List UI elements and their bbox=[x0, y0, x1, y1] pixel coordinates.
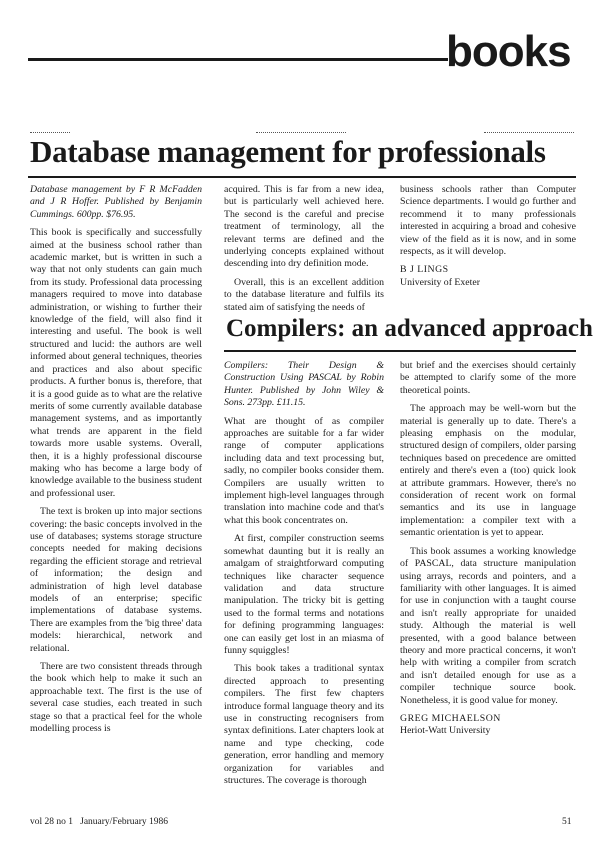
review1-affiliation: University of Exeter bbox=[400, 276, 480, 288]
review2-affiliation: Heriot-Watt University bbox=[400, 725, 491, 737]
article-title: Database management for professionals bbox=[30, 134, 546, 169]
review1-paragraph-3: There are two consistent threads through the book which help to make it such an approachable text. The first is the use of several case studies, each treated in such stage so that a practical feel for the whole modelling process is bbox=[30, 661, 202, 735]
header-rule bbox=[28, 58, 448, 61]
title-rule bbox=[28, 176, 576, 178]
review1-paragraph-4: acquired. This is far from a new idea, but is particularly well achieved here. The second is the careful and precise treatment of terminology, all the relevant terms are defined and the underlying concepts explained without descending into dry definition mode. bbox=[224, 184, 384, 270]
page-number: 51 bbox=[562, 817, 572, 827]
issue-info: vol 28 no 1 January/February 1986 bbox=[30, 817, 168, 827]
review2-paragraph-2: At first, compiler construction seems somewhat daunting but it is really an amalgam of straightforward computing techniques like character sequence validation and data structure manipulation. The tricky bit is getting used to the formal terms and notations for defining programming languages: one can easily get lost in an miasma of funny squiggles! bbox=[224, 533, 384, 656]
review1-reviewer: B J LINGS bbox=[400, 264, 449, 276]
review2-paragraph-4: but brief and the exercises should certainly be attempted to clarify some of the more theoretical points. bbox=[400, 360, 576, 396]
review1-paragraph-6: business schools rather than Computer Science departments. I would go further and recommend it to many professionals interested in acquiring a broad and cohesive view of the field as it is now, and in some respects, as it will develop. bbox=[400, 184, 576, 258]
review2-paragraph-3: This book takes a traditional syntax directed approach to presenting compilers. The first few chapters introduce formal language theory and its use in constructing recognisers from syntax definitions. Later chapters look at name and type checking, code generation, error handling and memory organization for variables and structures. The coverage is thorough bbox=[224, 663, 384, 786]
review2-paragraph-1: What are thought of as compiler approaches are suitable for a far wider range of computer applications including data and text processing but, sadly, no compiler books consider them. Compilers are usually written to implement high-level languages through translation into machine code and that's what this book concentrates on. bbox=[224, 415, 384, 526]
dotted-rule-right bbox=[484, 132, 574, 133]
review2-reviewer: GREG MICHAELSON bbox=[400, 712, 501, 724]
column-1 bbox=[30, 184, 202, 741]
article-title-2: Compilers: an advanced approach bbox=[226, 315, 593, 342]
review1-paragraph-2: The text is broken up into major sections covering: the basic concepts involved in the use of databases; systems storage structure concepts needed for making decisions regarding the efficient storage and retrieval of information; the design and administration of high level database models of an enterprise; specific implementations of database systems. There are examples from the 'big three' data models: hierarchical, network and relational. bbox=[30, 506, 202, 654]
review1-citation: Database management by F R McFadden and J R Hoffer. Published by Benjamin Cummings. 600pp. $76.95. bbox=[30, 184, 202, 220]
dotted-rule-left bbox=[30, 132, 70, 133]
review2-paragraph-5: The approach may be well-worn but the material is generally up to date. There's a pleasing emphasis on the modular, structured design of compilers, older parsing techniques based on precedence are omitted entirely and there's even a (too) quick look at attribute grammars. However, there's no consideration of recent work on formal semantics and its use in language implementation: a compiler text with a semantic orientation is yet to appear. bbox=[400, 403, 576, 539]
column-3-top bbox=[400, 184, 576, 289]
review1-paragraph-5: Overall, this is an excellent addition to the database literature and fulfils its stated aim of satisfying the needs of bbox=[224, 276, 384, 313]
dotted-rule-center bbox=[256, 132, 346, 133]
review1-paragraph-1: This book is specifically and successfully aimed at the business school rather than academic market, but is written in such a way that not only students can gain much from its study. Professional data processing managers required to move into database administration, or wishing to further their knowledge of the field, will also find it interesting and useful. The book is well structured and lucid: the authors are well informed about general techniques, theories and practices and also about specific products. A further bonus is, therefore, that it is a good guide as to what are the relative merits of some currently available database management systems, and as importantly what trends are apparent in the field towards more usable systems. Overall, then, it is a highly professional discourse making who has become a large body of knowledge available to the business student and professional user. bbox=[30, 227, 202, 499]
review2-paragraph-6: This book assumes a working knowledge of PASCAL, data structure manipulation using arrays, records and pointers, and a familiarity with other languages. It is aimed for use in conjunction with a taught course and isn't really appropriate for unaided study. Although the material is well presented, with a good balance between theory and more practical concerns, it won't help with writing a compiler from scratch and isn't detailed enough for use as a compiler technique source book. Nonetheless, it is good value for money. bbox=[400, 545, 576, 706]
section-heading: books bbox=[446, 27, 571, 76]
review2-signature bbox=[400, 713, 576, 738]
subtitle-rule bbox=[224, 350, 576, 352]
column-3-bottom bbox=[400, 360, 576, 738]
review1-signature bbox=[400, 264, 576, 289]
column-2-bottom bbox=[224, 360, 384, 793]
column-2-top bbox=[224, 184, 384, 320]
review2-citation: Compilers: Their Design & Construction Using PASCAL by Robin Hunter. Published by John Wiley & Sons. 273pp. £11.15. bbox=[224, 360, 384, 409]
